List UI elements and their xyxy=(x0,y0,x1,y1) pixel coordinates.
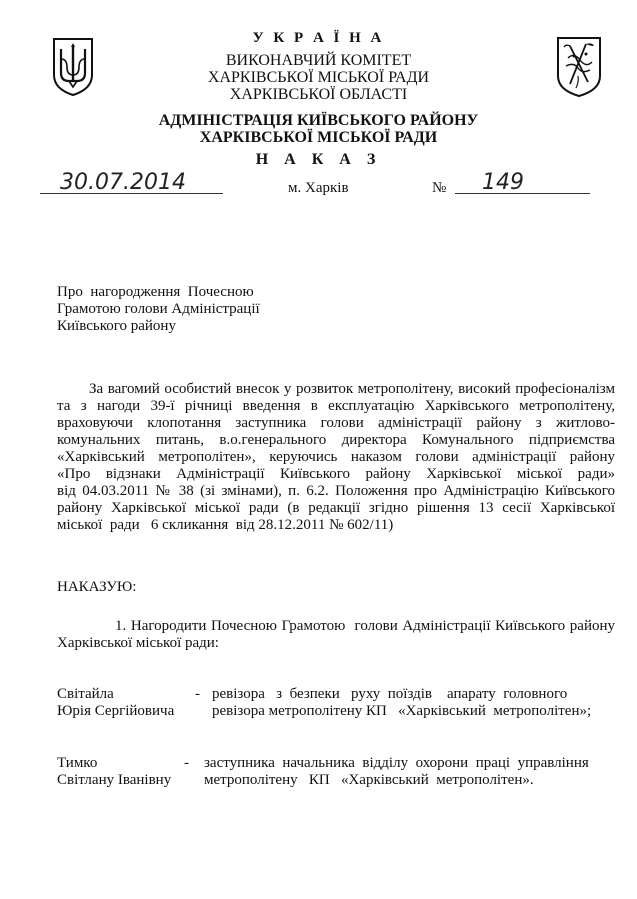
order-subject xyxy=(57,284,260,335)
awardee-surname: Світайла xyxy=(57,686,114,702)
preamble-line: За вагомий особистий внесок у розвиток метрополітену, високий професіоналізм xyxy=(89,381,615,397)
subject-line: Київського району xyxy=(57,318,176,334)
preamble-paragraph xyxy=(57,381,615,534)
awardee-1-position xyxy=(212,686,612,720)
subject-line: Грамотою голови Адміністрації xyxy=(57,301,260,317)
awardee-2-position xyxy=(204,755,604,789)
preamble-line: враховуючи клопотання заступника голови адміністрації району з житлово- xyxy=(57,415,615,431)
item-line: Харківської міської ради: xyxy=(57,635,219,651)
awardee-surname: Тимко xyxy=(57,755,98,771)
org-line: ХАРКІВСЬКОЇ ОБЛАСТІ xyxy=(229,86,408,103)
awardee-2-dash: - xyxy=(184,755,189,771)
org-line: ХАРКІВСЬКОЇ МІСЬКОЇ РАДИ xyxy=(207,69,430,86)
position-line: ревізора з безпеки руху поїздів апарату головного xyxy=(212,686,568,702)
order-number-handwritten: 149 xyxy=(482,170,524,195)
org-line: ВИКОНАВЧИЙ КОМІТЕТ xyxy=(225,52,412,69)
awardee-1-name xyxy=(57,686,174,720)
preamble-line: міської ради 6 скликання від 28.12.2011 № 602/11) xyxy=(57,517,394,533)
preamble-line: «Про відзнаки Адміністрації Київського району Харківської міської ради» xyxy=(57,466,615,482)
city-label: м. Харків xyxy=(288,180,349,196)
awardee-1-dash: - xyxy=(195,686,200,702)
position-line: метрополітену КП «Харківський метрополітен». xyxy=(204,772,534,788)
admin-line: АДМІНІСТРАЦІЯ КИЇВСЬКОГО РАЙОНУ xyxy=(158,112,479,129)
number-underline xyxy=(455,193,590,194)
subject-line: Про нагородження Почесною xyxy=(57,284,254,300)
document-type: Н А К А З xyxy=(255,151,382,168)
number-label: № xyxy=(432,180,447,196)
item-line: 1. Нагородити Почесною Грамотою голови Адміністрації Київського району xyxy=(115,618,615,634)
preamble-line: від 04.03.2011 № 38 (зі змінами), п. 6.2. Положення про Адміністрацію Київського xyxy=(57,483,615,499)
executive-committee-heading xyxy=(0,52,637,103)
order-word: НАКАЗУЮ: xyxy=(57,579,137,595)
awardee-given-names: Юрія Сергійовича xyxy=(57,703,175,719)
admin-line: ХАРКІВСЬКОЇ МІСЬКОЇ РАДИ xyxy=(199,129,438,146)
item-1 xyxy=(57,618,615,652)
date-underline xyxy=(40,193,223,194)
position-line: заступника начальника відділу охорони праці управління xyxy=(204,755,589,771)
preamble-line: та з нагоди 39-ї річниці введення в експлуатацію Харківського метрополітену, xyxy=(57,398,615,414)
preamble-line: району Харківської міської ради (в редакції згідно рішення 13 сесії Харківської xyxy=(57,500,615,516)
awardee-2-name xyxy=(57,755,171,789)
awardee-given-names: Світлану Іванівну xyxy=(57,772,172,788)
position-line: ревізора метрополітену КП «Харківський метрополітен»; xyxy=(212,703,592,719)
country-title: У К Р А Ї Н А xyxy=(252,30,385,46)
order-date-handwritten: 30.07.2014 xyxy=(60,170,186,195)
administration-heading xyxy=(0,112,637,146)
preamble-line: «Харківський метрополітен», керуючись наказом голови адміністрації району xyxy=(57,449,615,465)
preamble-line: комунальних питань, в.о.генерального директора Комунального підприємства xyxy=(57,432,615,448)
